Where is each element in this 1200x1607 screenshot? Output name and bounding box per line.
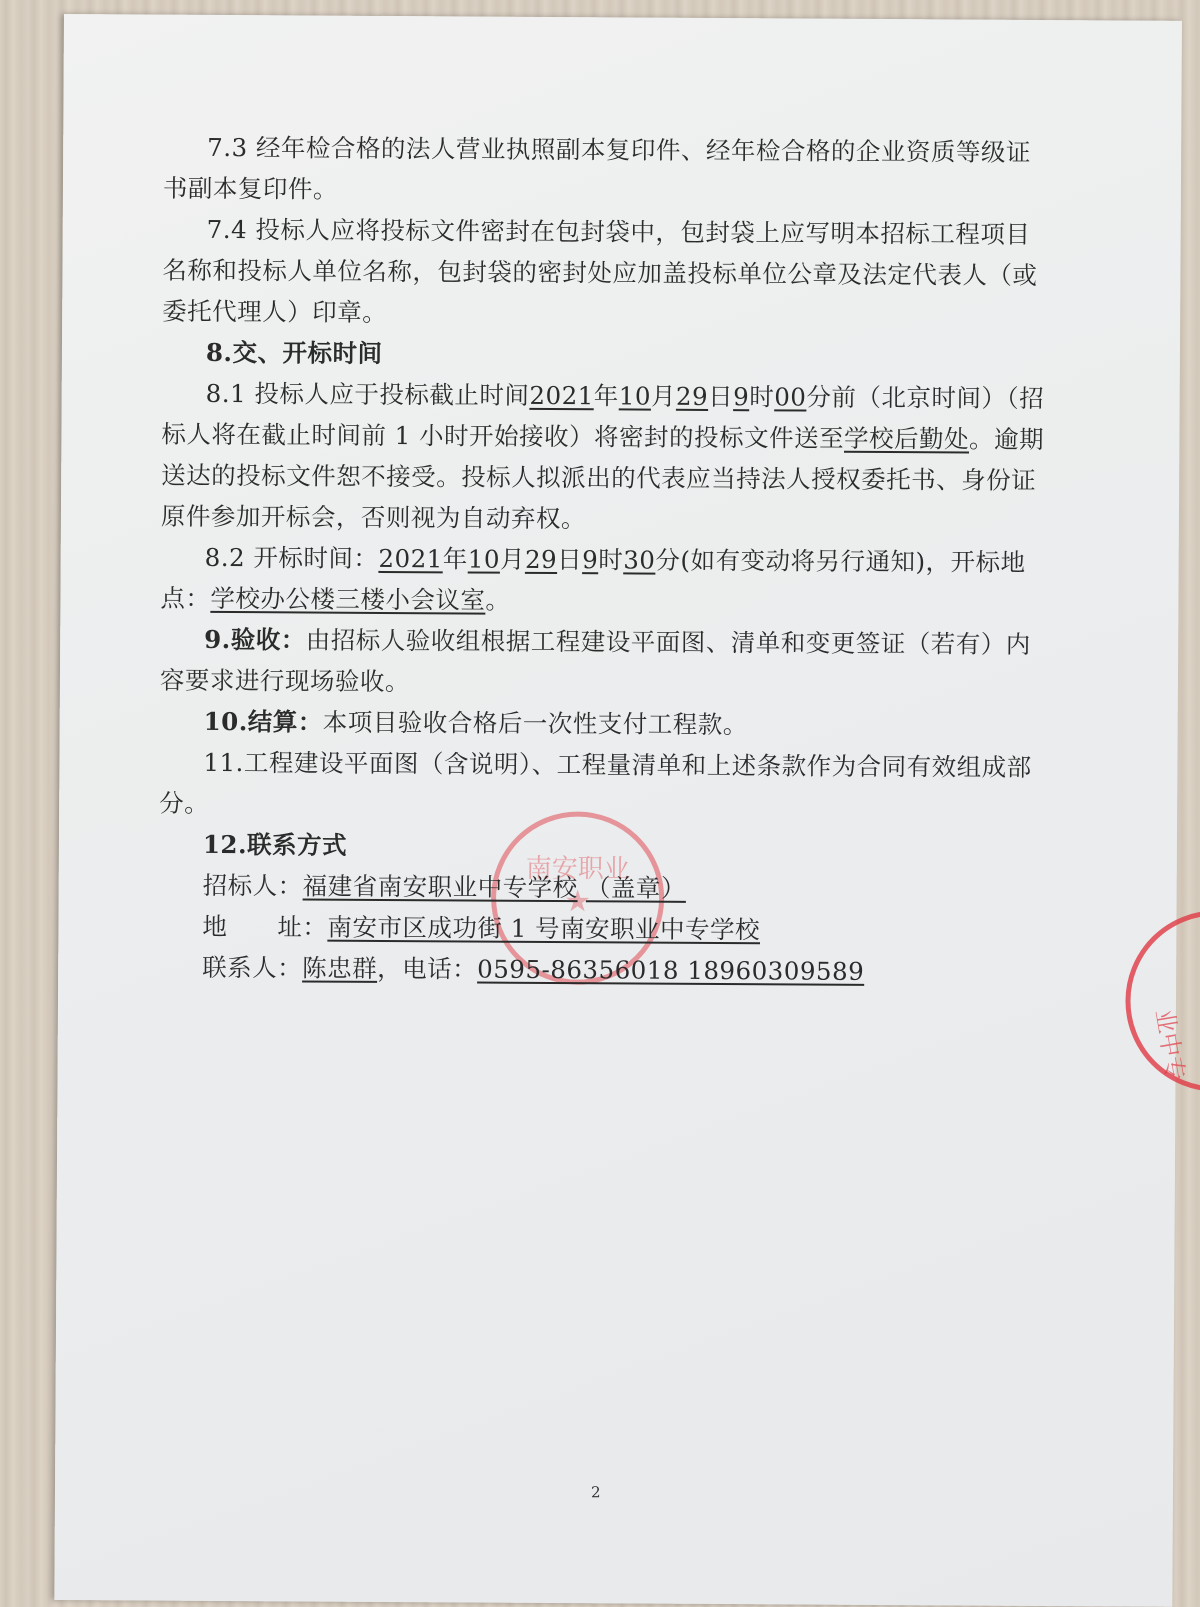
clause-8-2: 8.2 开标时间：2021年10月29日9时30分(如有变动将另行通知)，开标地点：学校办公楼三楼小会议室。	[160, 542, 1026, 615]
heading-8: 8.交、开标时间	[205, 337, 383, 368]
clause-8-1: 8.1 投标人应于投标截止时间2021年10月29日9时00分前（北京时间）（招标人将在截止时间前 1 小时开始接收）将密封的投标文件送至学校后勤处。逾期送达的投标文件恕不接受。投标人拟派出的代表应当持法人授权委托书、身份证原件参加开标会，否则视为自动弃权。	[160, 378, 1045, 534]
clause-7-3: 7.3 经年检合格的法人营业执照副本复印件、经年检合格的企业资质等级证书副本复印件。	[162, 132, 1032, 204]
clause-9: 9.验收：由招标人验收组根据工程建设平面图、清单和变更签证（若有）内容要求进行现场验收。	[159, 624, 1031, 697]
clause-7-4: 7.4 投标人应将投标文件密封在包封袋中，包封袋上应写明本招标工程项目名称和投标人单位名称，包封袋的密封处应加盖投标单位公章及法定代表人（或委托代理人）印章。	[162, 214, 1038, 327]
contact-address: 地 址：南安市区成功街 1 号南安职业中专学校	[202, 911, 761, 945]
official-seal-partial	[1115, 900, 1200, 1101]
svg-text:业中专: 业中专	[1150, 1007, 1190, 1083]
contact-person: 联系人：陈忠群，电话：0595-86356018 18960309589	[202, 952, 865, 986]
page-number: 2	[590, 1483, 601, 1502]
contact-tenderer: 招标人：福建省南安职业中专学校 （盖章）	[202, 870, 687, 903]
svg-text:南安职业: 南安职业	[525, 853, 630, 885]
document-page	[54, 14, 1190, 1607]
clause-11: 11.工程建设平面图（含说明）、工程量清单和上述条款作为合同有效组成部分。	[159, 747, 1032, 818]
heading-12: 12.联系方式	[202, 829, 348, 860]
svg-text:★: ★	[564, 884, 592, 920]
clause-10: 10.结算：本项目验收合格后一次性支付工程款。	[203, 706, 748, 740]
document-body	[158, 127, 1053, 993]
